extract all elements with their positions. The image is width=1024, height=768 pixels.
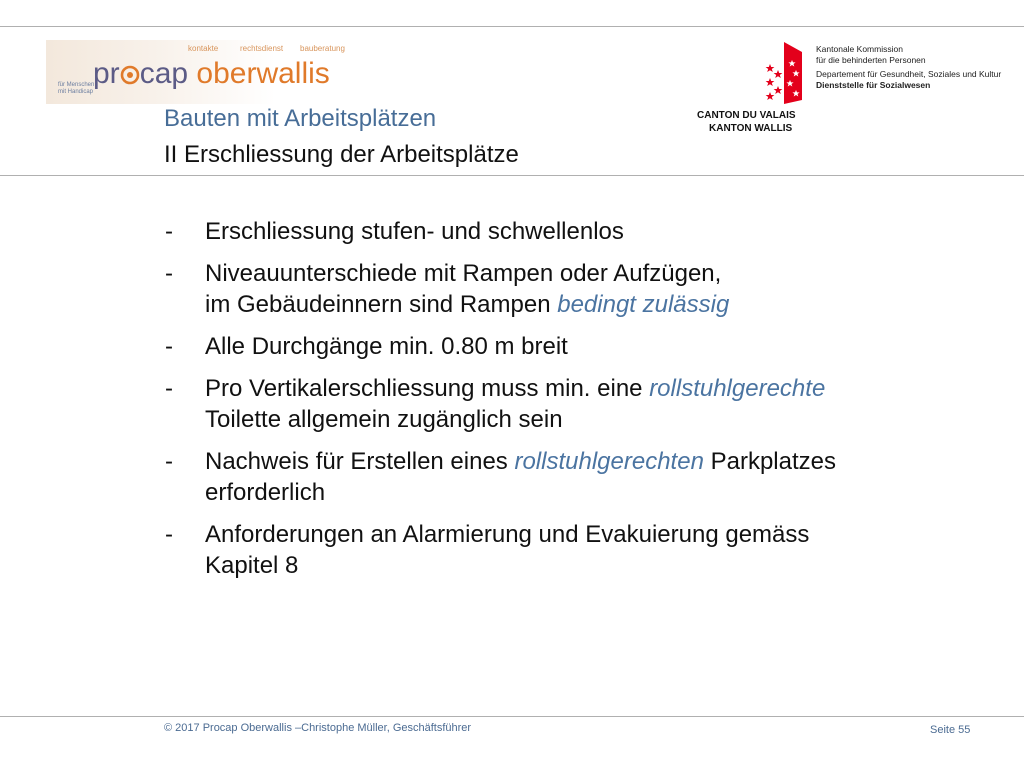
bullet-text: Parkplatzes	[703, 448, 836, 475]
canton-text-line1: Kantonale Kommission	[816, 44, 903, 54]
footer-page-number: Seite 55	[930, 724, 971, 736]
logo-o-symbol-icon	[120, 58, 140, 80]
bullet-dash: -	[165, 218, 173, 245]
slide-subtitle: II Erschliessung der Arbeitsplätze	[164, 141, 519, 168]
bullet-highlight: rollstuhlgerechte	[649, 375, 826, 402]
bullet-dash: -	[165, 375, 173, 402]
slide-title: Bauten mit Arbeitsplätzen	[164, 105, 437, 132]
header-rule	[0, 175, 1024, 176]
bullet-text: erforderlich	[205, 479, 326, 506]
logo-word-cap: cap	[139, 57, 189, 90]
bullet-item	[165, 258, 985, 320]
valais-shield-icon	[762, 40, 804, 106]
bullet-item	[165, 331, 985, 362]
footer-copyright: © 2017 Procap Oberwallis –Christophe Müller, Geschäftsführer	[164, 722, 472, 734]
logo-wordmark	[93, 56, 330, 92]
canton-name-de: KANTON WALLIS	[709, 123, 793, 134]
logo-tagline-line1: für Menschen	[58, 82, 95, 88]
logo-word-pr: pr	[93, 57, 120, 90]
bullet-text: Nachweis für Erstellen eines	[205, 448, 515, 475]
canton-text-line3: Departement für Gesundheit, Soziales und Kultur	[816, 69, 1002, 79]
logo-nav-kontakte: kontakte	[188, 44, 219, 53]
bullet-text: Alle Durchgänge min. 0.80 m breit	[205, 333, 568, 360]
bullet-text: Kapitel 8	[205, 552, 299, 579]
bullet-text: Toilette allgemein zugänglich sein	[205, 406, 563, 433]
bullet-dash: -	[165, 260, 173, 287]
bullet-text: im Gebäudeinnern sind Rampen	[205, 291, 558, 318]
logo-nav-bauberatung: bauberatung	[300, 44, 345, 53]
bullet-text: Anforderungen an Alarmierung und Evakuierung gemäss	[205, 521, 810, 548]
canton-text-line4: Dienststelle für Sozialwesen	[816, 80, 931, 90]
bullet-text: Pro Vertikalerschliessung muss min. eine	[205, 375, 650, 402]
top-rule	[0, 26, 1024, 27]
canton-name	[697, 109, 796, 135]
bullet-dash: -	[165, 521, 173, 548]
bullet-text: Niveauunterschiede mit Rampen oder Aufzügen,	[205, 260, 722, 287]
bullet-item	[165, 446, 985, 508]
footer-rule	[0, 716, 1024, 717]
bullet-item	[165, 373, 985, 435]
bullet-highlight: bedingt zulässig	[557, 291, 730, 318]
canton-name-fr: CANTON DU VALAIS	[697, 110, 796, 121]
bullet-item	[165, 216, 985, 247]
logo-nav-rechtsdienst: rechtsdienst	[240, 44, 284, 53]
bullet-dash: -	[165, 333, 173, 360]
bullet-text: Erschliessung stufen- und schwellenlos	[205, 218, 624, 245]
logo-word-oberwallis: oberwallis	[196, 57, 330, 90]
bullet-highlight: rollstuhlgerechten	[514, 448, 704, 475]
bullet-item	[165, 519, 985, 581]
bullet-list	[165, 216, 985, 592]
logo-tagline-line2: mit Handicap	[58, 89, 94, 95]
bullet-dash: -	[165, 448, 173, 475]
canton-text-line2: für die behinderten Personen	[816, 55, 926, 65]
